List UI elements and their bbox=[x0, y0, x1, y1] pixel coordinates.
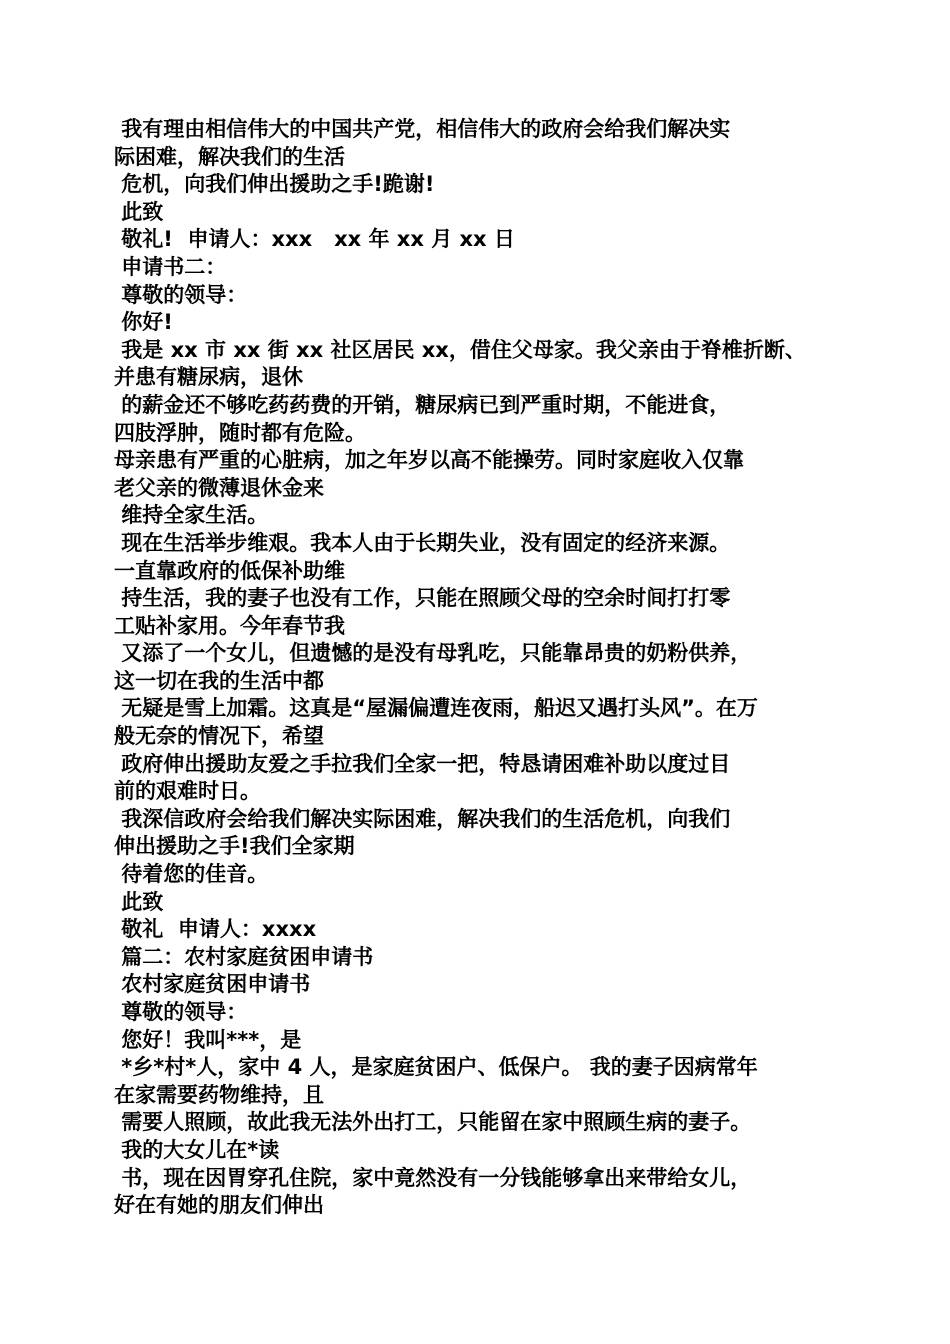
section-heading: 申请书二： bbox=[114, 254, 227, 279]
text-line: 伸出援助之手!我们全家期 bbox=[114, 834, 355, 859]
salutation: 尊敬的领导： bbox=[114, 1000, 248, 1024]
document-page bbox=[114, 116, 844, 1220]
text-line: 书，现在因胃穿孔住院，家中竟然没有一分钱能够拿出来带给女儿， bbox=[114, 1165, 752, 1190]
text-line: 在家需要药物维持，且 bbox=[114, 1082, 324, 1107]
text-line: 前的艰难时日。 bbox=[114, 779, 261, 804]
text-line: 此致 bbox=[114, 889, 164, 914]
text-line: 政府伸出援助友爱之手拉我们全家一把，特恳请困难补助以度过目 bbox=[114, 751, 731, 776]
text-line: 待着您的佳音。 bbox=[114, 862, 269, 887]
text-line: 我深信政府会给我们解决实际困难，解决我们的生活危机，向我们 bbox=[114, 806, 731, 831]
text-line: 一直靠政府的低保补助维 bbox=[114, 558, 345, 583]
text-line: 无疑是雪上加霜。这真是“屋漏偏遭连夜雨，船迟又遇打头风”。在万 bbox=[114, 696, 758, 721]
text-line: 维持全家生活。 bbox=[114, 503, 269, 528]
text-line: *乡*村*人，家中 4 人，是家庭贫困户、低保户。 我的妻子因病常年 bbox=[114, 1055, 758, 1080]
text-line: 持生活，我的妻子也没有工作，只能在照顾父母的空余时间打打零 bbox=[114, 586, 731, 611]
text-line: 般无奈的情况下，希望 bbox=[114, 724, 324, 749]
document-title: 农村家庭贫困申请书 bbox=[114, 972, 311, 997]
text-line: 需要人照顾，故此我无法外出打工，只能留在家中照顾生病的妻子。 bbox=[114, 1110, 752, 1135]
text-line: 我有理由相信伟大的中国共产党，相信伟大的政府会给我们解决实 bbox=[114, 117, 731, 141]
text-line: 并患有糖尿病，退休 bbox=[114, 365, 303, 390]
text-line: 际困难，解决我们的生活 bbox=[114, 144, 345, 169]
text-line: 的薪金还不够吃药药费的开销，糖尿病已到严重时期，不能进食， bbox=[114, 392, 731, 417]
text-line: 我的大女儿在*读 bbox=[114, 1137, 280, 1162]
section-heading: 篇二：农村家庭贫困申请书 bbox=[114, 944, 374, 969]
text-line: 母亲患有严重的心脏病，加之年岁以高不能操劳。同时家庭收入仅靠 bbox=[114, 448, 744, 473]
text-line: 四肢浮肿，随时都有危险。 bbox=[114, 420, 366, 445]
text-line: 这一切在我的生活中都 bbox=[114, 668, 324, 693]
text-line: 老父亲的微薄退休金来 bbox=[114, 475, 324, 500]
text-line: 工贴补家用。今年春节我 bbox=[114, 613, 345, 638]
text-line: 此致 bbox=[114, 199, 164, 224]
text-line: 又添了一个女儿，但遗憾的是没有母乳吃，只能靠昂贵的奶粉供养， bbox=[114, 641, 752, 666]
text-line: 敬礼! 申请人：xxx xx 年 xx 月 xx 日 bbox=[114, 227, 515, 252]
text-line: 现在生活举步维艰。我本人由于长期失业，没有固定的经济来源。 bbox=[114, 530, 731, 555]
text-line: 危机，向我们伸出援助之手!跪谢! bbox=[114, 172, 435, 197]
text-line: 我是 xx 市 xx 街 xx 社区居民 xx，借住父母家。我父亲由于脊椎折断、 bbox=[114, 337, 806, 362]
greeting: 你好! bbox=[114, 310, 173, 335]
text-line: 好在有她的朋友们伸出 bbox=[114, 1193, 324, 1218]
salutation: 尊敬的领导： bbox=[114, 282, 248, 307]
text-line: 敬礼 申请人：xxxx bbox=[114, 917, 317, 942]
greeting: 您好！我叫***，是 bbox=[114, 1027, 302, 1052]
